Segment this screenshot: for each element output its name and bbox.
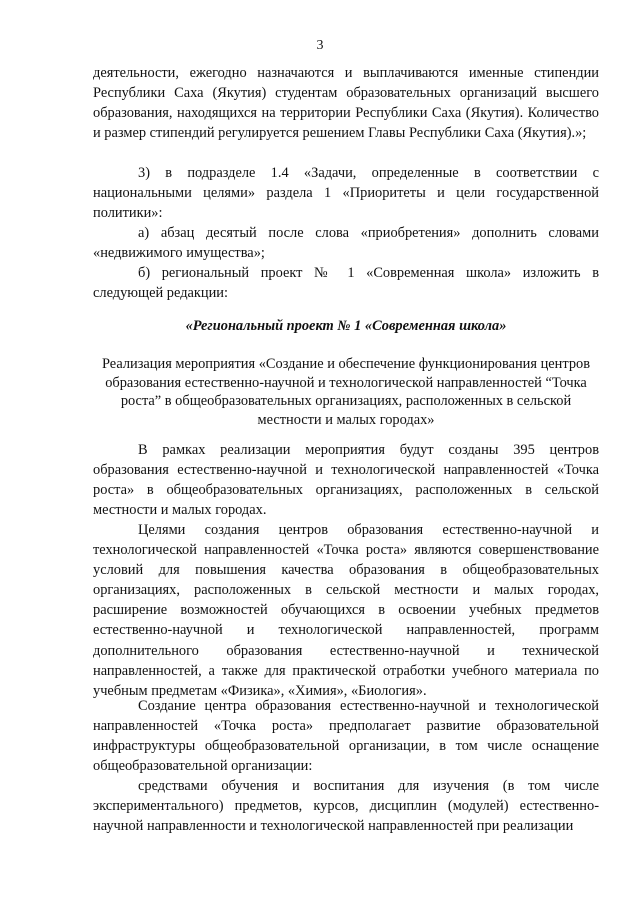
paragraph-equipment: средствами обучения и воспитания для изучения (в том числе экспериментального) предметов, курсов, дисциплин (модулей) естественно-научной направленности и технологической направленностей при реализации [93, 778, 599, 835]
section-subheading: Реализация мероприятия «Создание и обеспечение функционирования центров образования естественно-научной и технологической направленностей “Точка роста” в общеобразовательных организациях, расположенных в сельской местности и малых городах» [101, 356, 591, 428]
paragraph-item-b: б) региональный проект № 1 «Современная школа» изложить в следующей редакции: [93, 265, 599, 302]
paragraph-goals: Целями создания центров образования естественно-научной и технологической направленностей «Точка роста» являются совершенствование условий для повышения качества образования в общеобразовательных организациях, расположенных в сельской местности и малых городах, расширение возможностей обучающихся в освоении учебных предметов естественно-научной и технологической направленностей, программ дополнительного образования естественно-научной и технической направленностей, а также для практической отработки учебного материала по учебным предметам «Физика», «Химия», «Биология». [93, 522, 599, 699]
paragraph-item-a: а) абзац десятый после слова «приобретения» дополнить словами «недвижимого имущества»; [93, 225, 599, 262]
section-heading: «Региональный проект № 1 «Современная школа» [185, 318, 507, 334]
paragraph-stipends: деятельности, ежегодно назначаются и выплачиваются именные стипендии Республики Саха (Якутия) студентам образовательных организаций высшего образования, находящихся на территории Республики Саха (Якутия). Количество и размер стипендий регулируется решением Главы Республики Саха (Якутия).»; [93, 65, 599, 142]
paragraph-centers-created: В рамках реализации мероприятия будут созданы 395 центров образования естественно-научной и технологической направленностей «Точка роста» в общеобразовательных организациях, расположенных в сельской местности и малых городах. [93, 442, 599, 519]
paragraph-infrastructure: Создание центра образования естественно-научной и технологической направленностей «Точка роста» предполагает развитие образовательной инфраструктуры общеобразовательной организации, в том числе оснащение общеобразовательной организации: [93, 698, 599, 775]
paragraph-item-3: 3) в подразделе 1.4 «Задачи, определенные в соответствии с национальными целями» раздела 1 «Приоритеты и цели государственной политики»: [93, 165, 599, 222]
page-number: 3 [316, 38, 324, 53]
